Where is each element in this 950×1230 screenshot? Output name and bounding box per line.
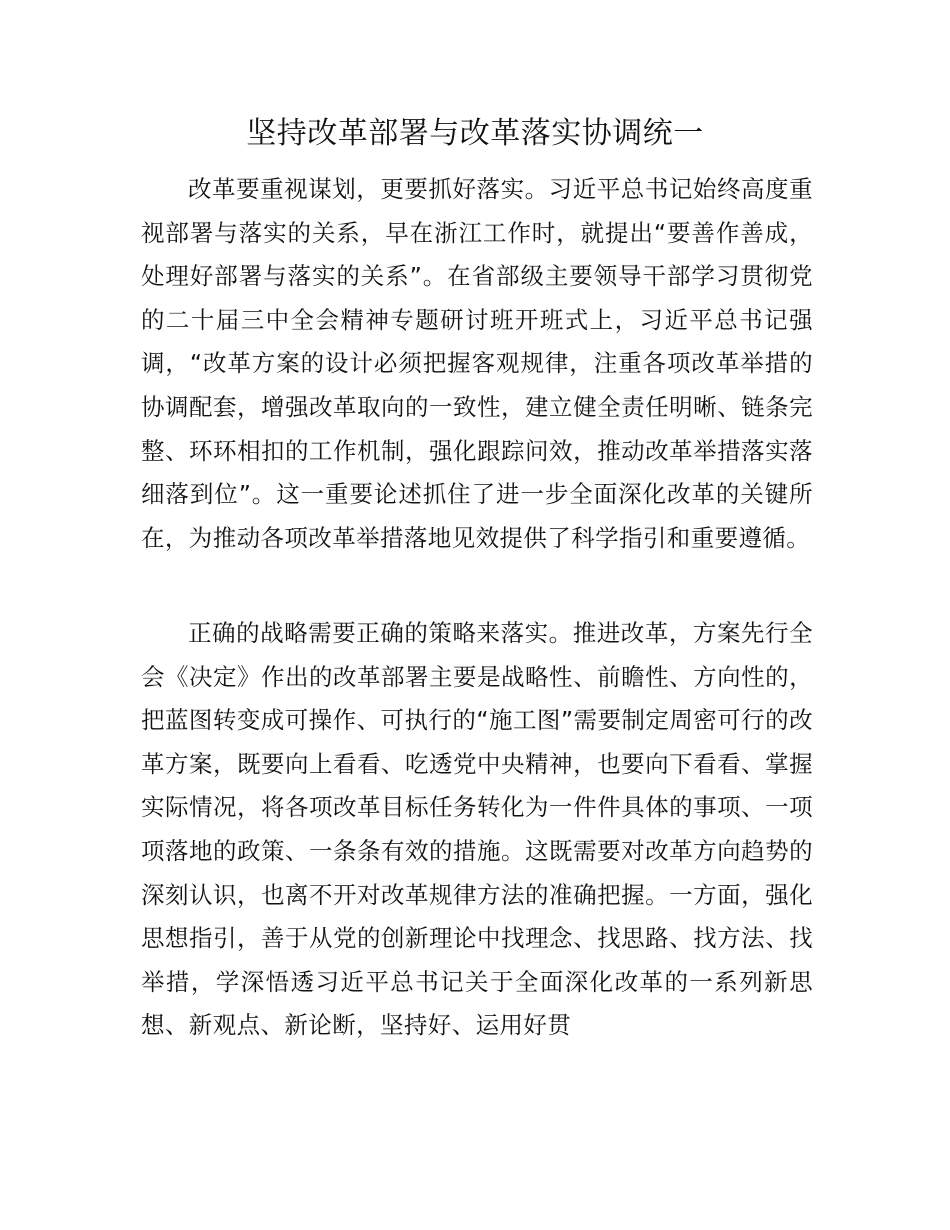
document-title: 坚持改革部署与改革落实协调统一 — [246, 116, 704, 151]
paragraph-2: 正确的战略需要正确的策略来落实。推进改革，方案先行全会《决定》作出的改革部署主要是战略性、前瞻性、方向性的，把蓝图转变成可操作、可执行的“施工图”需要制定周密可行的改革方案，既要向上看看、吃透党中央精神，也要向下看看、掌握实际情况，将各项改革目标任务转化为一件件具体的事项、一项项落地的政策、一条条有效的措施。这既需要对改革方向趋势的深刻认识，也离不开对改革规律方法的准确把握。一方面，强化思想指引，善于从党的创新理论中找理念、找思路、找方法、找举措，学深悟透习近平总书记关于全面深化改革的一系列新思想、新观点、新论断，坚持好、运用好贯 — [141, 619, 813, 1040]
paragraph-1: 改革要重视谋划，更要抓好落实。习近平总书记始终高度重视部署与落实的关系，早在浙江工作时，就提出“要善作善成，处理好部署与落实的关系”。在省部级主要领导干部学习贯彻党的二十届三中全会精神专题研讨班开班式上，习近平总书记强调，“改革方案的设计必须把握客观规律，注重各项改革举措的协调配套，增强改革取向的一致性，建立健全责任明晰、链条完整、环环相扣的工作机制，强化跟踪问效，推动改革举措落实落细落到位”。这一重要论述抓住了进一步全面深化改革的关键所在，为推动各项改革举措落地见效提供了科学指引和重要遵循。 — [141, 175, 813, 552]
